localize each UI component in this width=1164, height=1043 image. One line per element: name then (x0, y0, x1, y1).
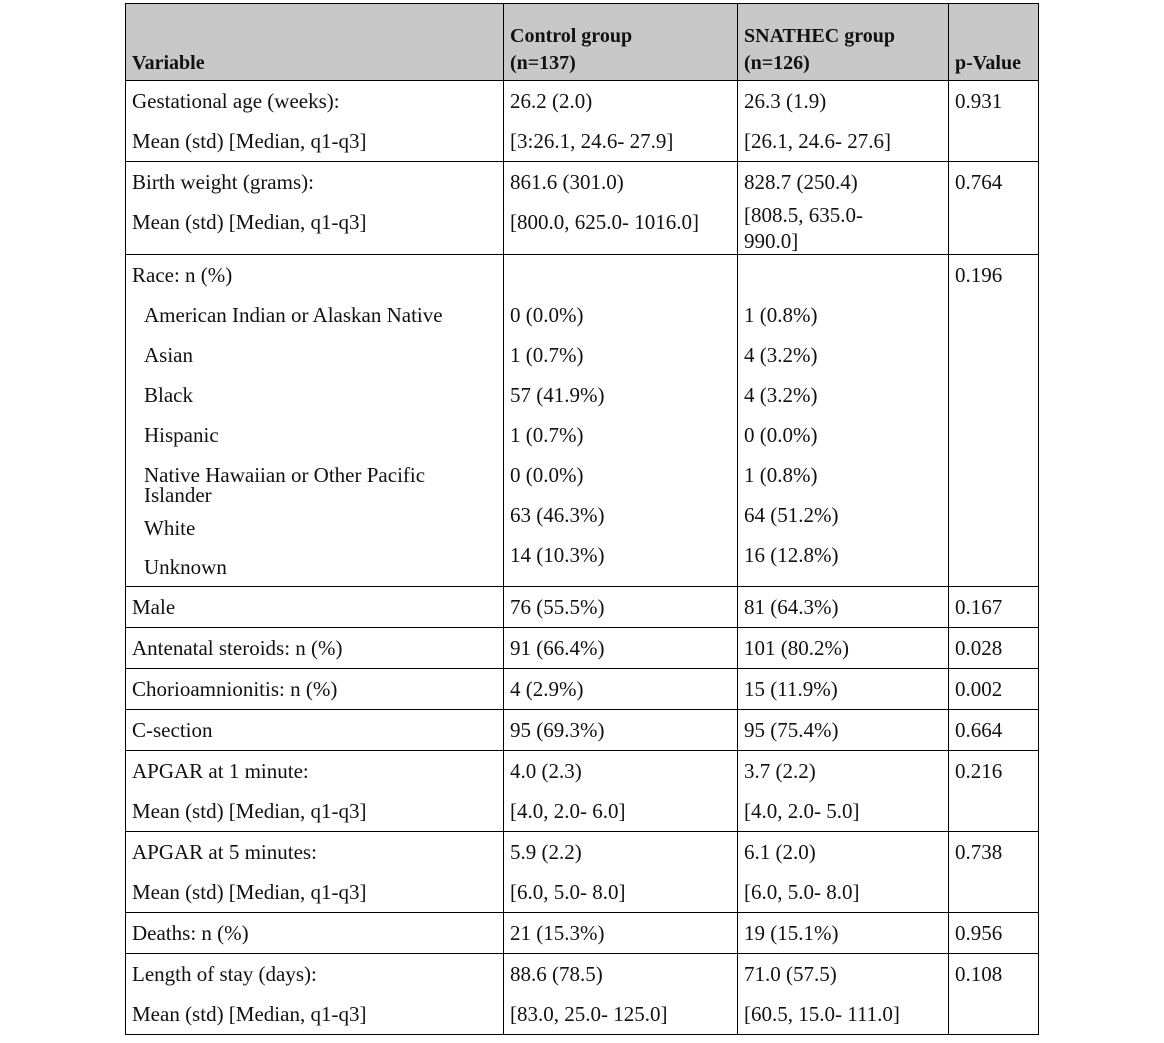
row-label: Chorioamnionitis: n (%) (126, 669, 504, 710)
pvalue-cell: 0.738 (949, 832, 1039, 913)
header-variable: Variable (126, 4, 504, 81)
table-row (126, 913, 1039, 954)
header-row (126, 4, 1039, 81)
table-row (126, 255, 1039, 587)
control-cell: 76 (55.5%) (504, 587, 738, 628)
snathec-cell: 26.3 (1.9) [26.1, 24.6- 27.6] (738, 81, 949, 162)
pvalue-cell: 0.028 (949, 628, 1039, 669)
row-label: Race: n (%) American Indian or Alaskan Native Asian Black Hispanic Native Hawaiian or Other Pacific Islander White Unknown (126, 255, 504, 587)
pvalue-cell: 0.002 (949, 669, 1039, 710)
control-cell: 21 (15.3%) (504, 913, 738, 954)
control-cell: 5.9 (2.2) [6.0, 5.0- 8.0] (504, 832, 738, 913)
pvalue-cell: 0.196 (949, 255, 1039, 587)
control-cell: 0 (0.0%) 1 (0.7%) 57 (41.9%) 1 (0.7%) 0 (0.0%) 63 (46.3%) 14 (10.3%) (504, 255, 738, 587)
table-row (126, 162, 1039, 255)
control-cell: 4 (2.9%) (504, 669, 738, 710)
table-row (126, 628, 1039, 669)
demographics-table (125, 3, 1039, 1035)
row-label: Birth weight (grams): Mean (std) [Median, q1-q3] (126, 162, 504, 255)
row-label: APGAR at 1 minute: Mean (std) [Median, q1-q3] (126, 751, 504, 832)
header-control: Control group (n=137) (504, 4, 738, 81)
row-label: Male (126, 587, 504, 628)
table-row (126, 832, 1039, 913)
pvalue-cell: 0.956 (949, 913, 1039, 954)
row-label: Antenatal steroids: n (%) (126, 628, 504, 669)
pvalue-cell: 0.216 (949, 751, 1039, 832)
row-label: C-section (126, 710, 504, 751)
pvalue-cell: 0.664 (949, 710, 1039, 751)
row-label: Length of stay (days): Mean (std) [Median, q1-q3] (126, 954, 504, 1035)
snathec-cell: 81 (64.3%) (738, 587, 949, 628)
control-cell: 91 (66.4%) (504, 628, 738, 669)
pvalue-cell: 0.108 (949, 954, 1039, 1035)
pvalue-cell: 0.931 (949, 81, 1039, 162)
snathec-cell: 101 (80.2%) (738, 628, 949, 669)
snathec-cell: 6.1 (2.0) [6.0, 5.0- 8.0] (738, 832, 949, 913)
row-label: Deaths: n (%) (126, 913, 504, 954)
header-snathec: SNATHEC group (n=126) (738, 4, 949, 81)
table-row (126, 751, 1039, 832)
pvalue-cell: 0.764 (949, 162, 1039, 255)
snathec-cell: 15 (11.9%) (738, 669, 949, 710)
snathec-cell: 19 (15.1%) (738, 913, 949, 954)
header-pvalue: p-Value (949, 4, 1039, 81)
control-cell: 4.0 (2.3) [4.0, 2.0- 6.0] (504, 751, 738, 832)
table-row (126, 587, 1039, 628)
snathec-cell: 828.7 (250.4) [808.5, 635.0- 990.0] (738, 162, 949, 255)
control-cell: 95 (69.3%) (504, 710, 738, 751)
snathec-cell: 3.7 (2.2) [4.0, 2.0- 5.0] (738, 751, 949, 832)
table-row (126, 954, 1039, 1035)
row-label: APGAR at 5 minutes: Mean (std) [Median, q1-q3] (126, 832, 504, 913)
snathec-cell: 95 (75.4%) (738, 710, 949, 751)
row-label: Gestational age (weeks): Mean (std) [Median, q1-q3] (126, 81, 504, 162)
snathec-cell: 1 (0.8%) 4 (3.2%) 4 (3.2%) 0 (0.0%) 1 (0.8%) 64 (51.2%) 16 (12.8%) (738, 255, 949, 587)
control-cell: 26.2 (2.0) [3:26.1, 24.6- 27.9] (504, 81, 738, 162)
pvalue-cell: 0.167 (949, 587, 1039, 628)
table-row (126, 669, 1039, 710)
control-cell: 861.6 (301.0) [800.0, 625.0- 1016.0] (504, 162, 738, 255)
table-row (126, 81, 1039, 162)
table-row (126, 710, 1039, 751)
snathec-cell: 71.0 (57.5) [60.5, 15.0- 111.0] (738, 954, 949, 1035)
control-cell: 88.6 (78.5) [83.0, 25.0- 125.0] (504, 954, 738, 1035)
